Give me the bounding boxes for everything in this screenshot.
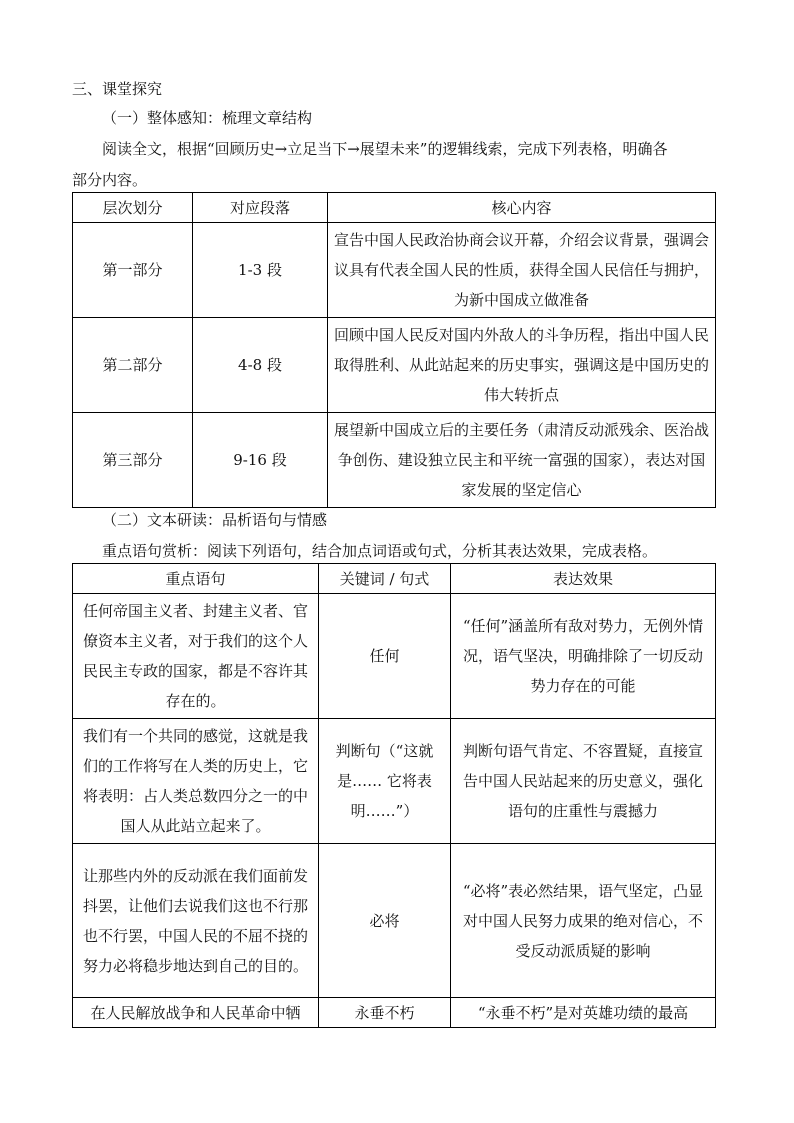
content-cell: 回顾中国人民反对国内外敌人的斗争历程，指出中国人民取得胜利、从此站起来的历史事实，强调这是中国历史的伟大转折点 (328, 318, 716, 413)
part2-heading: （二）文本研读：品析语句与情感 (102, 511, 328, 529)
content-cell: 展望新中国成立后的主要任务（肃清反动派残余、医治战争创伤、建设独立民主和平统一富强的国家），表达对国家发展的坚定信心 (328, 413, 716, 508)
analysis-table (72, 563, 716, 1028)
effect-cell: 判断句语气肯定、不容置疑，直接宣告中国人民站起来的历史意义，强化语句的庄重性与震撼力 (451, 719, 716, 844)
paragraphs-cell: 9-16 段 (193, 413, 328, 508)
table-row (73, 318, 716, 413)
keyword-cell: 判断句（“这就是…… 它将表明……”） (319, 719, 451, 844)
sentence-cell: 让那些内外的反动派在我们面前发抖罢，让他们去说我们这也不行那也不行罢，中国人民的不屈不挠的努力必将稳步地达到自己的目的。 (73, 844, 319, 998)
header-level: 层次划分 (73, 193, 193, 223)
keyword-cell: 必将 (319, 844, 451, 998)
level-cell: 第二部分 (73, 318, 193, 413)
header-paragraphs: 对应段落 (193, 193, 328, 223)
table-header-row (73, 564, 716, 594)
header-keyword: 关键词 / 句式 (319, 564, 451, 594)
part1-instruction-line1: 阅读全文，根据“回顾历史→立足当下→展望未来”的逻辑线索，完成下列表格，明确各 (102, 140, 668, 158)
content-cell: 宣告中国人民政治协商会议开幕，介绍会议背景，强调会议具有代表全国人民的性质，获得全国人民信任与拥护，为新中国成立做准备 (328, 223, 716, 318)
table-row (73, 413, 716, 508)
part1-instruction-line2: 部分内容。 (72, 171, 148, 189)
table-row (73, 719, 716, 844)
level-cell: 第三部分 (73, 413, 193, 508)
effect-cell: “永垂不朽”是对英雄功绩的最高 (451, 998, 716, 1028)
section-heading: 三、课堂探究 (72, 80, 163, 98)
header-content: 核心内容 (328, 193, 716, 223)
paragraphs-cell: 1-3 段 (193, 223, 328, 318)
header-effect: 表达效果 (451, 564, 716, 594)
header-sentence: 重点语句 (73, 564, 319, 594)
effect-cell: “必将”表必然结果，语气坚定，凸显对中国人民努力成果的绝对信心，不受反动派质疑的影响 (451, 844, 716, 998)
level-cell: 第一部分 (73, 223, 193, 318)
table-row (73, 998, 716, 1028)
sentence-cell: 在人民解放战争和人民革命中牺 (73, 998, 319, 1028)
structure-table (72, 192, 716, 508)
table-row (73, 594, 716, 719)
paragraphs-cell: 4-8 段 (193, 318, 328, 413)
part2-instruction: 重点语句赏析：阅读下列语句，结合加点词语或句式，分析其表达效果，完成表格。 (102, 542, 658, 560)
table-row (73, 223, 716, 318)
sentence-cell: 我们有一个共同的感觉，这就是我们的工作将写在人类的历史上，它将表明：占人类总数四分之一的中国人从此站立起来了。 (73, 719, 319, 844)
sentence-cell: 任何帝国主义者、封建主义者、官僚资本主义者，对于我们的这个人民民主专政的国家，都是不容许其存在的。 (73, 594, 319, 719)
table-row (73, 844, 716, 998)
table-header-row (73, 193, 716, 223)
keyword-cell: 任何 (319, 594, 451, 719)
part1-heading: （一）整体感知：梳理文章结构 (102, 109, 313, 127)
effect-cell: “任何”涵盖所有敌对势力，无例外情况，语气坚决，明确排除了一切反动势力存在的可能 (451, 594, 716, 719)
keyword-cell: 永垂不朽 (319, 998, 451, 1028)
